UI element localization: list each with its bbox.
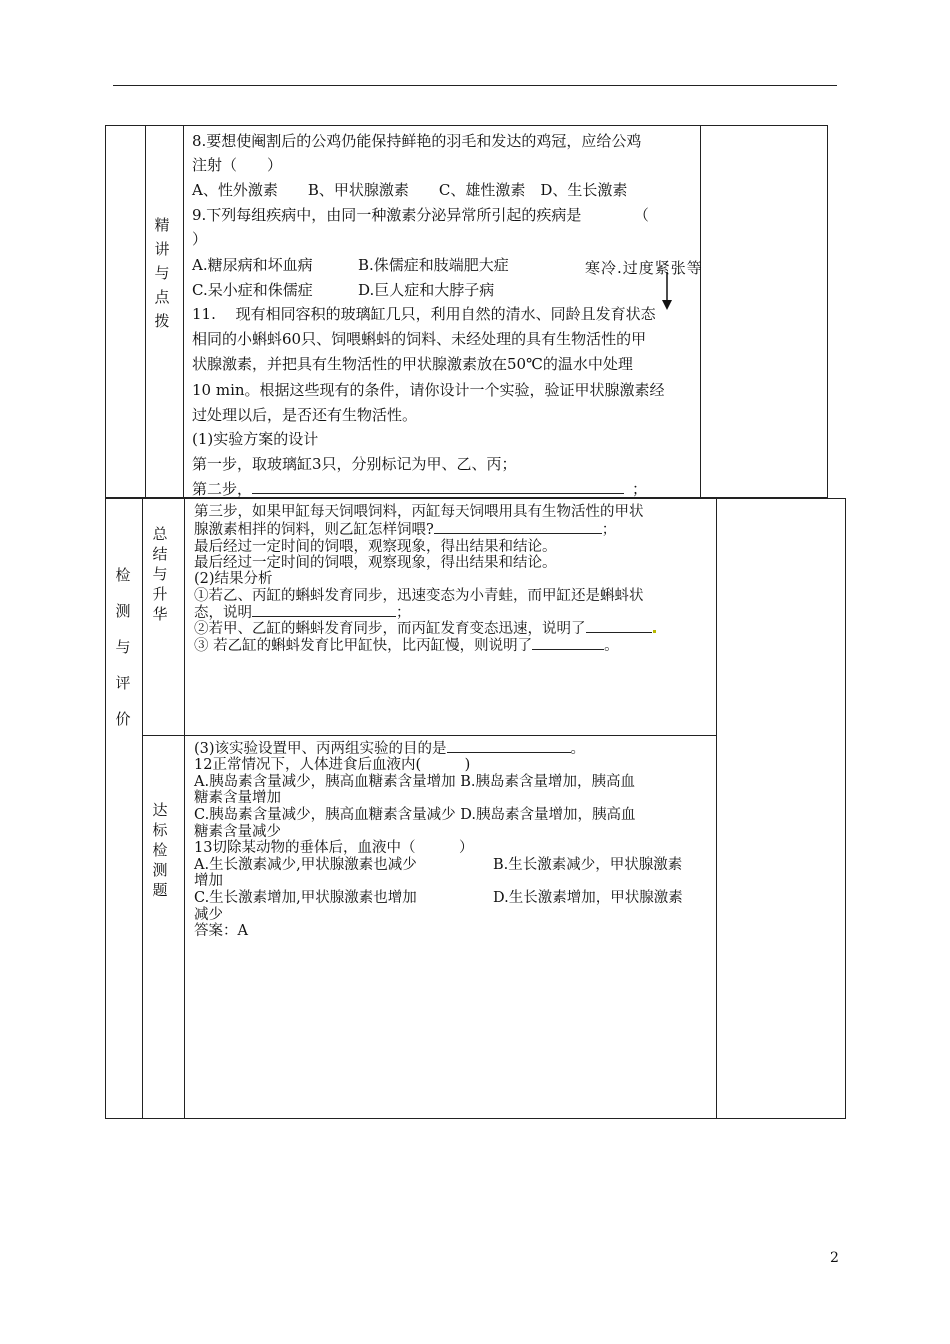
summary-l2-suffix: ； [601, 522, 617, 538]
label-char-7: 测 [115, 602, 131, 620]
q11-line4: 10 min。根据这些现有的条件，请你设计一个实验，验证甲状腺激素经 [192, 381, 665, 399]
label-char-18: 检 [152, 841, 168, 859]
result3-blank[interactable] [532, 635, 604, 650]
target-l11: 减少 [194, 907, 223, 923]
q9-option-c: C.呆小症和侏儒症 [192, 281, 313, 299]
label-char-19: 测 [152, 861, 168, 879]
lower-col-divider-2 [184, 498, 185, 1119]
q8-line1: 8.要想使阉割后的公鸡仍能保持鲜艳的羽毛和发达的鸡冠，应给公鸡 [192, 132, 642, 150]
label-char-16: 达 [152, 801, 168, 819]
label-zongjie [150, 527, 170, 627]
summary-l4: 最后经过一定时间的饲喂，观察现象，得出结果和结论。 [194, 555, 557, 571]
label-char-3: 与 [154, 264, 170, 282]
upper-col-divider-3 [700, 125, 701, 498]
step1: 第一步，取玻璃缸3只，分别标记为甲、乙、丙； [192, 455, 517, 473]
purpose-blank[interactable] [447, 738, 571, 753]
summary-l8-prefix: ②若甲、乙缸的蝌蚪发育同步，而丙缸发育变态迅速，说明了 [194, 621, 586, 637]
answer: 答案：A [194, 923, 248, 939]
label-jiance [113, 568, 133, 748]
target-l7: 13切除某动物的垂体后，血液中（ ） [194, 840, 474, 856]
q11-line5: 过处理以后，是否还有生物活性。 [192, 406, 418, 424]
target-l6: 糖素含量减少 [194, 824, 281, 840]
q8-line2: 注射（ ） [192, 156, 283, 174]
page-number: 2 [830, 1250, 839, 1266]
label-char-14: 升 [152, 585, 168, 603]
lower-col-divider-1 [142, 498, 143, 1119]
q11-line3: 状腺激素，并把具有生物活性的甲状腺激素放在50℃的温水中处理 [192, 355, 633, 373]
label-char-11: 总 [152, 525, 168, 543]
summary-l1: 第三步，如果甲缸每天饲喂饲料，丙缸每天饲喂用具有生物活性的甲状 [194, 504, 644, 520]
label-char-8: 与 [115, 638, 131, 656]
annotation-text: 寒冷.过度紧张等 [585, 259, 703, 277]
step2 [192, 478, 647, 499]
q9-option-d: D.巨人症和大脖子病 [358, 281, 495, 299]
label-char-5: 拨 [154, 312, 170, 330]
label-char-10: 价 [115, 710, 131, 728]
target-l5: C.胰岛素含量减少，胰高血糖素含量减少 D.胰岛素含量增加，胰高血 [194, 807, 636, 823]
label-char-1: 精 [154, 216, 170, 234]
summary-l9-suffix: 。 [604, 638, 619, 654]
label-char-15: 华 [152, 605, 168, 623]
q9-option-a: A.糖尿病和坏血病 [192, 256, 313, 274]
label-dabiao [150, 803, 170, 903]
summary-l7-suffix: ； [396, 605, 411, 621]
upper-col-divider-1 [145, 125, 146, 498]
label-char-9: 评 [115, 674, 131, 692]
q9-line1: 9.下列每组疾病中，由同一种激素分泌异常所引起的疾病是 （ [192, 206, 649, 224]
feeding-method-blank[interactable] [434, 519, 602, 534]
summary-l9 [194, 634, 619, 655]
target-l10a: C.生长激素增加,甲状腺激素也增加 [194, 890, 417, 906]
header-rule [113, 85, 837, 86]
target-l3: A.胰岛素含量减少，胰高血糖素含量增加 B.胰岛素含量增加，胰高血 [194, 774, 635, 790]
lower-col-divider-3 [716, 498, 717, 1119]
down-arrow-icon [660, 270, 674, 312]
result2-blank[interactable] [586, 618, 652, 633]
summary-l5: (2)结果分析 [194, 571, 273, 587]
summary-l7-prefix: 态，说明 [194, 605, 252, 621]
summary-l2-prefix: 腺激素相拌的饲料，则乙缸怎样饲喂? [194, 522, 434, 538]
target-l1-prefix: (3)该实验设置甲、丙两组实验的目的是 [194, 741, 447, 757]
lower-row-divider [142, 735, 716, 736]
target-l2: 12正常情况下，人体进食后血液内( ) [194, 757, 471, 773]
summary-l6: ①若乙、丙缸的蝌蚪发育同步，迅速变态为小青蛙，而甲缸还是蝌蚪状 [194, 588, 644, 604]
summary-l3: 最后经过一定时间的饲喂，观察现象，得出结果和结论。 [194, 539, 557, 555]
q11-line1: 11. 现有相同容积的玻璃缸几只，利用自然的清水、同龄且发育状态 [192, 305, 656, 323]
step2-suffix: ； [632, 480, 648, 498]
step2-blank[interactable] [252, 479, 624, 494]
step2-prefix: 第二步， [192, 480, 253, 498]
label-char-6: 检 [115, 566, 131, 584]
label-char-13: 与 [152, 565, 168, 583]
marker-dot [653, 630, 656, 633]
target-l1-suffix: 。 [570, 741, 586, 757]
label-char-12: 结 [152, 545, 168, 563]
q11-line2: 相同的小蝌蚪60只、饲喂蝌蚪的饲料、未经处理的具有生物活性的甲 [192, 330, 647, 348]
label-jingjiang [152, 218, 172, 338]
label-char-2: 讲 [154, 240, 170, 258]
target-l4: 糖素含量增加 [194, 790, 281, 806]
label-char-17: 标 [152, 821, 168, 839]
upper-col-divider-2 [183, 125, 184, 498]
label-char-4: 点 [154, 288, 170, 306]
summary-l9-prefix: ③ 若乙缸的蝌蚪发育比甲缸快，比丙缸慢，则说明了 [194, 638, 533, 654]
design-title: (1)实验方案的设计 [192, 430, 319, 448]
q9-line2: ） [192, 230, 208, 248]
target-l8a: A.生长激素减少,甲状腺激素也减少 [194, 857, 417, 873]
label-char-20: 题 [152, 881, 168, 899]
q9-option-b: B.侏儒症和肢端肥大症 [358, 256, 509, 274]
result1-blank[interactable] [252, 602, 396, 617]
target-l8b: B.生长激素减少，甲状腺激素 [493, 857, 683, 873]
target-l9: 增加 [194, 873, 223, 889]
q8-options: A、性外激素 B、甲状腺激素 C、雄性激素 D、生长激素 [192, 181, 628, 199]
target-l10b: D.生长激素增加，甲状腺激素 [493, 890, 683, 906]
